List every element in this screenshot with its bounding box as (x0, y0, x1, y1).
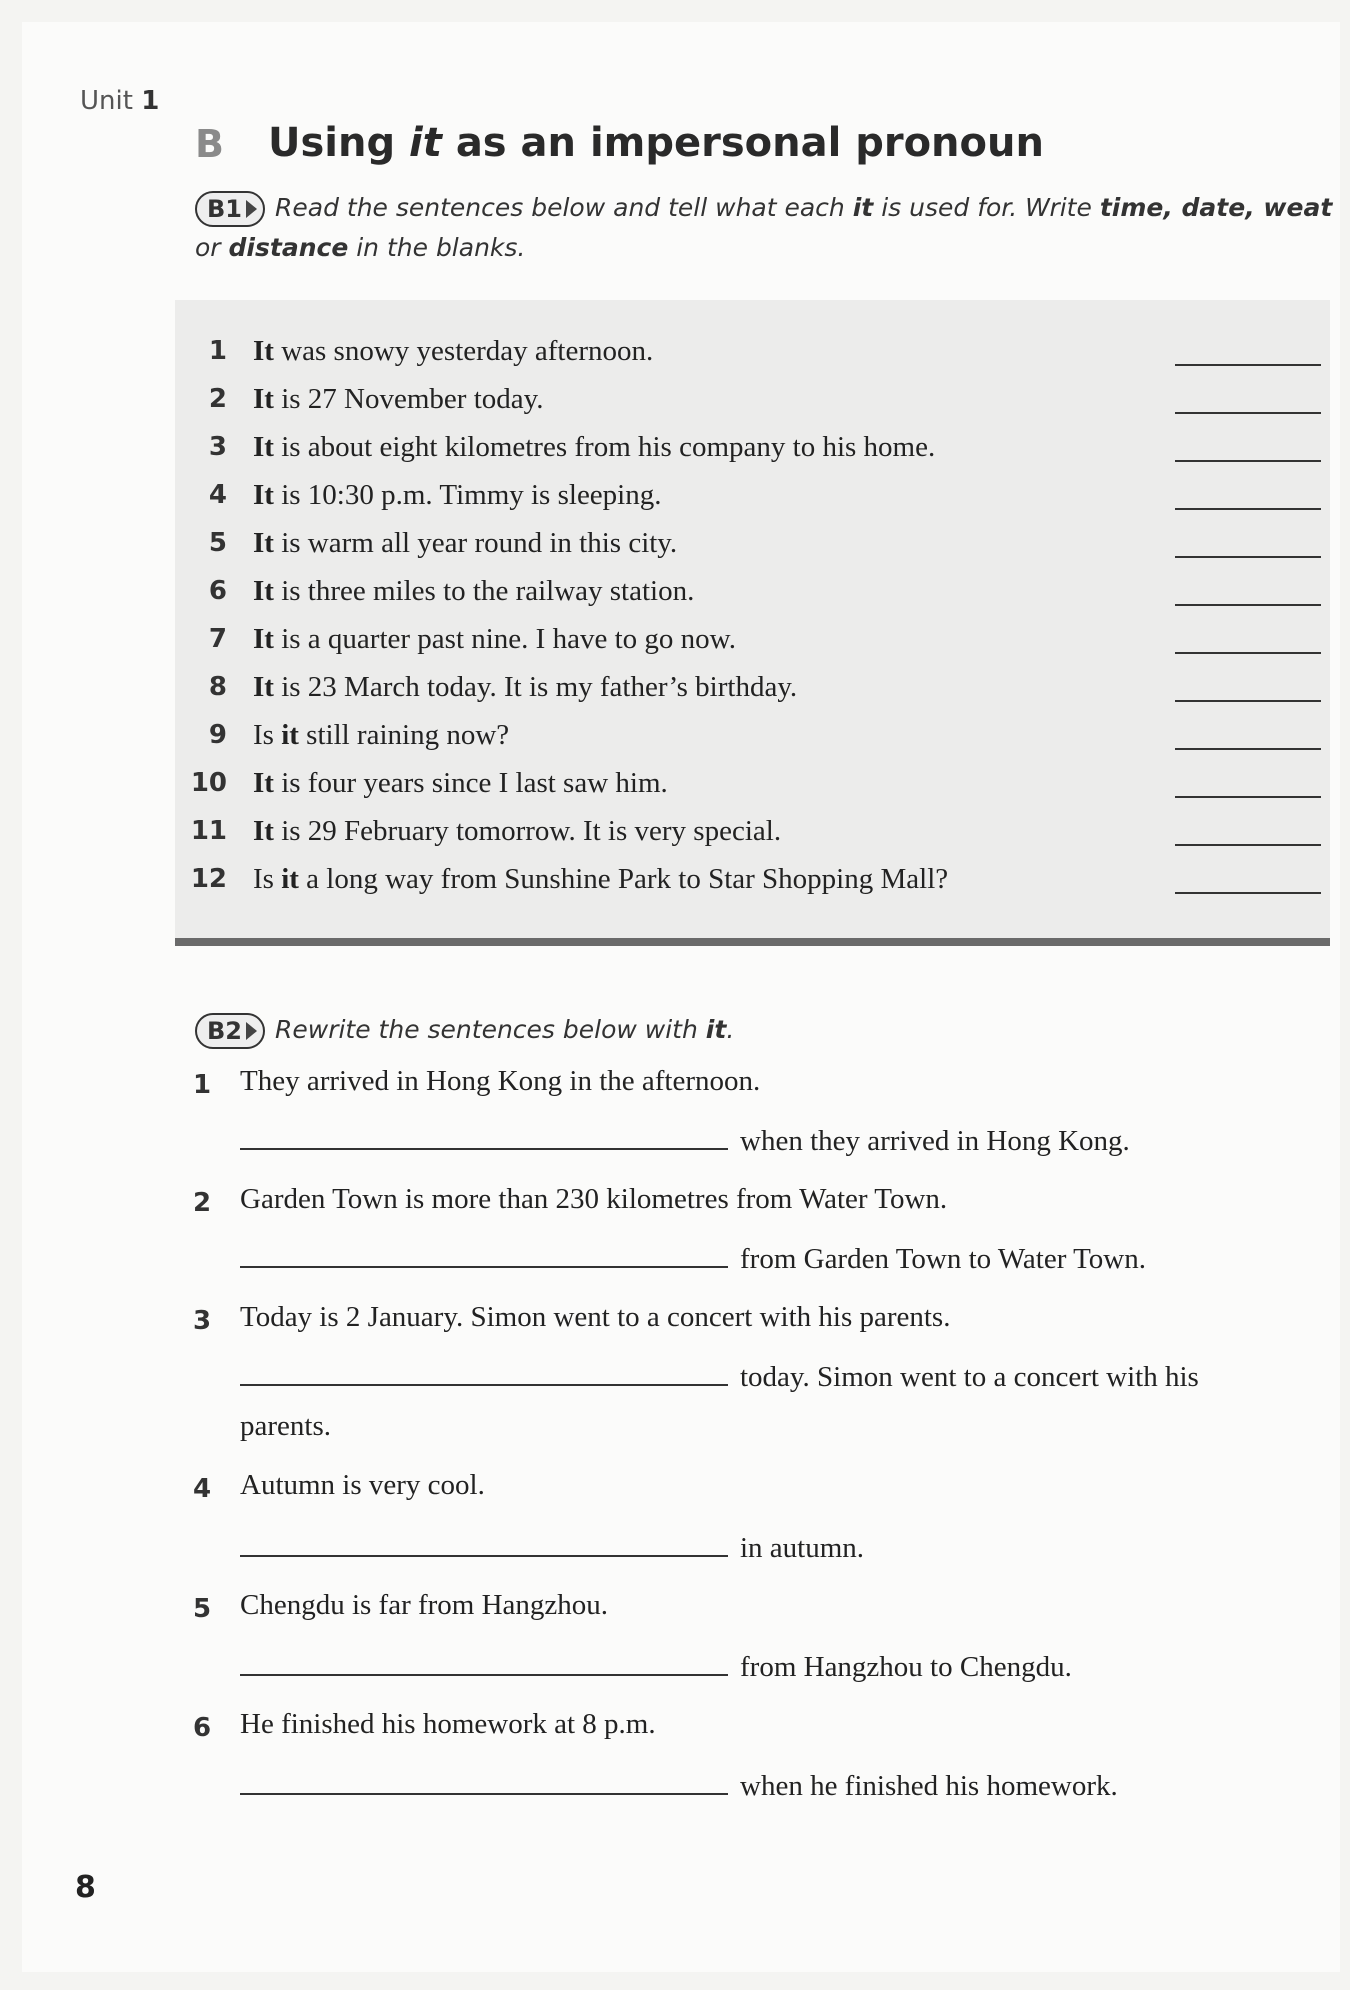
b1-item-it: It (253, 431, 274, 463)
answer-blank[interactable] (1175, 700, 1321, 702)
b1-item-it: It (253, 671, 274, 703)
answer-blank[interactable] (240, 1793, 728, 1795)
answer-blank[interactable] (1175, 460, 1321, 462)
b1-item-number: 3 (208, 432, 227, 462)
b2-item-number: 3 (193, 1306, 212, 1336)
b1-item-number: 2 (208, 384, 227, 414)
b2-item-number: 4 (193, 1474, 212, 1504)
b1-instr-it: it (852, 193, 874, 222)
b1-item (175, 472, 1330, 518)
b2-instr-it: it (705, 1015, 727, 1044)
b1-item-post: is 29 February tomorrow. It is very special. (273, 815, 782, 847)
answer-blank[interactable] (1175, 556, 1321, 558)
b1-item-number: 11 (190, 816, 227, 846)
b2-answer-line (240, 1243, 1146, 1276)
b2-answer-line (240, 1125, 1130, 1158)
b1-item (175, 856, 1330, 902)
b1-item-post: is three miles to the railway station. (273, 575, 695, 607)
b1-exercise-box (175, 300, 1330, 940)
b1-instr-4: in the blanks. (348, 233, 526, 262)
b1-item (175, 424, 1330, 470)
b2-instr-1: Rewrite the sentences below with (275, 1015, 706, 1044)
b2-badge-label: B2 (207, 1017, 242, 1045)
b1-item-number: 1 (208, 336, 227, 366)
b1-badge-label: B1 (207, 195, 242, 223)
section-title (268, 120, 1044, 166)
b2-ending: when they arrived in Hong Kong. (740, 1125, 1130, 1157)
answer-blank[interactable] (1175, 748, 1321, 750)
answer-blank[interactable] (1175, 604, 1321, 606)
b2-sentence: Garden Town is more than 230 kilometres from Water Town. (240, 1183, 948, 1215)
b1-item-text (253, 616, 736, 662)
page-number: 8 (75, 1870, 96, 1905)
answer-blank[interactable] (1175, 508, 1321, 510)
b1-item-text (253, 424, 935, 470)
b1-item-it: It (253, 383, 274, 415)
b2-answer-line (240, 1532, 864, 1565)
b2-badge (195, 1013, 265, 1049)
b1-item-number: 7 (208, 624, 227, 654)
section-letter: B (195, 122, 224, 166)
b1-item (175, 568, 1330, 614)
b2-sentence: Chengdu is far from Hangzhou. (240, 1589, 609, 1621)
play-arrow-icon (246, 200, 257, 218)
answer-blank[interactable] (240, 1674, 728, 1676)
b2-ending: today. Simon went to a concert with his (740, 1361, 1199, 1393)
answer-blank[interactable] (1175, 796, 1321, 798)
b1-item-it: It (253, 479, 274, 511)
answer-blank[interactable] (240, 1148, 728, 1150)
b1-item-post: is warm all year round in this city. (273, 527, 678, 559)
b1-item-post: is 10:30 p.m. Timmy is sleeping. (273, 479, 662, 511)
play-arrow-icon (246, 1022, 257, 1040)
b2-answer-line (240, 1770, 1118, 1803)
section-title-post: as an impersonal pronoun (441, 120, 1044, 166)
b1-item-post: is four years since I last saw him. (273, 767, 668, 799)
b1-item-number: 4 (208, 480, 227, 510)
answer-blank[interactable] (240, 1266, 728, 1268)
b1-item-text (253, 472, 662, 518)
answer-blank[interactable] (1175, 412, 1321, 414)
unit-label (80, 86, 159, 116)
b2-ending: from Garden Town to Water Town. (740, 1243, 1146, 1275)
b1-instr-1: Read the sentences below and tell what each (275, 193, 853, 222)
b2-answer-line (240, 1361, 1199, 1394)
b2-sentence: Autumn is very cool. (240, 1469, 485, 1501)
section-title-it: it (409, 120, 442, 166)
unit-word: Unit (80, 86, 133, 116)
b1-item-text (253, 328, 653, 374)
b1-instr-words: time, date, weat (1099, 193, 1333, 222)
b1-item-pre: Is (253, 719, 282, 751)
b2-ending: in autumn. (740, 1532, 865, 1564)
b1-item-text (253, 760, 668, 806)
b1-item-text (253, 808, 781, 854)
answer-blank[interactable] (1175, 652, 1321, 654)
b1-item-text (253, 856, 948, 902)
b2-sentence: Today is 2 January. Simon went to a concert with his parents. (240, 1301, 951, 1333)
b1-item-it: it (281, 719, 299, 751)
b2-item-number: 2 (193, 1188, 212, 1218)
b1-item-it: It (253, 815, 274, 847)
b2-sentence: He finished his homework at 8 p.m. (240, 1708, 656, 1740)
b2-instr-2: . (726, 1015, 735, 1044)
b2-ending: from Hangzhou to Chengdu. (740, 1651, 1072, 1683)
answer-blank[interactable] (1175, 364, 1321, 366)
b2-item-number: 5 (193, 1594, 212, 1624)
b1-item (175, 808, 1330, 854)
b1-instr-2: is used for. Write (873, 193, 1100, 222)
b2-ending: when he finished his homework. (740, 1770, 1118, 1802)
b1-item-post: was snowy yesterday afternoon. (273, 335, 654, 367)
answer-blank[interactable] (1175, 892, 1321, 894)
b1-item (175, 760, 1330, 806)
b1-item-post: still raining now? (298, 719, 510, 751)
b1-item-post: a long way from Sunshine Park to Star Shopping Mall? (298, 863, 949, 895)
b1-item-text (253, 664, 797, 710)
b1-instr-distance: distance (228, 233, 349, 262)
b1-instr-3: or (195, 233, 229, 262)
b2-item-number: 6 (193, 1713, 212, 1743)
b1-item (175, 328, 1330, 374)
b1-item-pre: Is (253, 863, 282, 895)
b1-item (175, 616, 1330, 662)
b1-item-it: It (253, 623, 274, 655)
b2-instruction (195, 1010, 734, 1050)
answer-blank[interactable] (240, 1384, 728, 1386)
answer-blank[interactable] (1175, 844, 1321, 846)
b1-instruction-line-1 (195, 188, 1345, 228)
answer-blank[interactable] (240, 1555, 728, 1557)
b2-item-number: 1 (193, 1070, 212, 1100)
b1-item (175, 520, 1330, 566)
b1-item-number: 9 (208, 720, 227, 750)
b1-item-number: 8 (208, 672, 227, 702)
b1-item-number: 6 (208, 576, 227, 606)
b1-item (175, 712, 1330, 758)
b1-item-post: is 27 November today. (273, 383, 544, 415)
b1-item-post: is 23 March today. It is my father’s birthday. (273, 671, 798, 703)
b2-continuation: parents. (240, 1410, 331, 1442)
b1-item-text (253, 376, 544, 422)
unit-number: 1 (141, 86, 160, 116)
b1-badge (195, 191, 265, 227)
b1-item-it: It (253, 767, 274, 799)
b1-item-it: it (281, 863, 299, 895)
b1-item-it: It (253, 527, 274, 559)
b1-item-number: 12 (190, 864, 227, 894)
b1-item-post: is a quarter past nine. I have to go now. (273, 623, 736, 655)
b1-item-number: 10 (190, 768, 227, 798)
section-title-pre: Using (268, 120, 410, 166)
b1-item-text (253, 568, 694, 614)
b1-instruction-line-2 (195, 228, 525, 268)
b1-item-it: It (253, 335, 274, 367)
b1-item (175, 376, 1330, 422)
b1-item-number: 5 (208, 528, 227, 558)
b2-answer-line (240, 1651, 1072, 1684)
b1-item-post: is about eight kilometres from his company to his home. (273, 431, 936, 463)
b1-item (175, 664, 1330, 710)
b1-item-it: It (253, 575, 274, 607)
b1-item-text (253, 520, 677, 566)
b1-item-text (253, 712, 509, 758)
b2-sentence: They arrived in Hong Kong in the afternoon. (240, 1065, 761, 1097)
